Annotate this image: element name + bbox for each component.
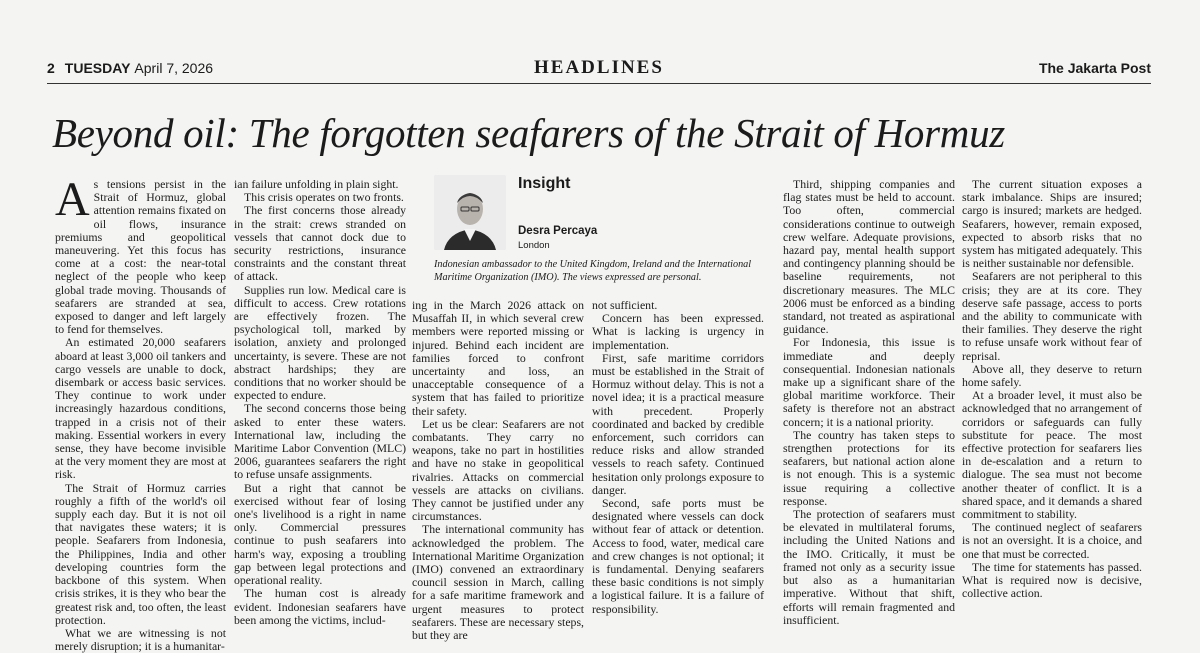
article-paragraph: Second, safe ports must be designated where vessels can dock without fear of attack or detention. Access to food, water, medical care and crew changes is not optional; it is fundamental. Denying seafarers these basic conditions is not simply a logistical failure. It is a failure of responsibility. — [592, 496, 764, 616]
author-location: London — [518, 240, 550, 251]
article-paragraph: As tensions persist in the Strait of Hormuz, global attention remains fixated on oil flows, insurance premiums and geopolitical maneuvering. Yet this focus has come at a cost: the near-total neglect of the people who keep global trade moving. Thousands of seafarers are stranded at sea, exposed to danger and left largely to fend for themselves. — [55, 173, 226, 337]
article-paragraph: Third, shipping companies and flag states must be held to account. Too often, commercial considerations continue to outweigh crew welfare. Adequate provisions, hazard pay, mental health support and contingency planning should be baseline requirements, not discretionary measures. The MLC 2006 must be enforced as a binding standard, not treated as aspirational guidance. — [783, 177, 955, 337]
article-column-5 — [783, 178, 955, 627]
article-column-3 — [412, 299, 584, 642]
article-paragraph: The protection of seafarers must be elevated in multilateral forums, including the United Nations and the IMO. Critically, it must be framed not only as a security issue but also as a humanitarian imperative. Without that shift, efforts will remain fragmented and insufficient. — [783, 507, 955, 627]
article-paragraph: The current situation exposes a stark imbalance. Ships are insured; cargo is insured; markets are hedged. Seafarers, however, remain exposed, expected to absorb risks that no system has mitigated adequately. This is neither sustainable nor defensible. — [962, 177, 1142, 271]
article-paragraph: ing in the March 2026 attack on Musaffah II, in which several crew members were reported missing or injured. Behind each incident are families forced to confront uncertainty and loss, an unacceptable consequence of a system that has failed to prioritize their safety. — [412, 298, 584, 418]
article-paragraph: The country has taken steps to strengthen protections for its seafarers, but national action alone is not enough. This is a systemic issue requiring a collective response. — [783, 427, 955, 508]
article-paragraph: ian failure unfolding in plain sight. — [234, 177, 399, 191]
article-paragraph: not sufficient. — [592, 298, 658, 312]
article-paragraph: Above all, they deserve to return home safely. — [962, 361, 1142, 390]
author-name: Desra Percaya — [518, 225, 598, 237]
author-photo — [434, 175, 506, 250]
publication-name: The Jakarta Post — [1038, 60, 1151, 76]
insight-label: Insight — [518, 175, 571, 192]
article-column-6 — [962, 178, 1142, 601]
masthead-rule — [47, 83, 1151, 84]
masthead-dateline — [47, 60, 213, 76]
article-paragraph: The human cost is already evident. Indonesian seafarers have been among the victims, includ- — [234, 586, 406, 627]
page-number: 2 — [47, 60, 55, 76]
article-paragraph: The second concerns those being asked to enter these waters. International law, including the Maritime Labor Convention (MLC) 2006, guarantees seafarers the right to refuse unsafe assignments. — [234, 401, 406, 482]
drop-cap: A — [55, 173, 90, 226]
masthead — [47, 57, 1151, 82]
author-bio: Indonesian ambassador to the United Kingdom, Ireland and the International Maritime Organization (IMO). The views expressed are personal. — [434, 259, 752, 283]
article-paragraph: Let us be clear: Seafarers are not combatants. They carry no weapons, take no part in hostilities and have no stake in geopolitical rivalries. Attacks on commercial vessels are attacks on civilians. They cannot be justified under any circumstances. — [412, 416, 584, 524]
article-paragraph: The continued neglect of seafarers is not an oversight. It is a choice, and one that must be corrected. — [962, 520, 1142, 561]
article-paragraph: At a broader level, it must also be acknowledged that no arrangement of corridors or safeguards can fully substitute for peace. The most effective protection for seafarers lies in de-escalation and a return to dialogue. The sea must not become another theater of conflict. It is a shared space, and it demands a shared commitment to stability. — [962, 388, 1142, 522]
article-paragraph: Supplies run low. Medical care is difficult to access. Crew rotations are effectively frozen. The psychological toll, marked by isolation, anxiety and prolonged uncertainty, is severe. These are not abstract hardships; they are conditions that no worker should be expected to endure. — [234, 282, 406, 403]
masthead-date: April 7, 2026 — [134, 60, 214, 76]
article-paragraph: For Indonesia, this issue is immediate and deeply consequential. Indonesian nationals make up a significant share of the global maritime workforce. Their safety is therefore not an abstract concern; it is a national priority. — [783, 335, 955, 429]
masthead-day: TUESDAY — [64, 60, 131, 76]
article-paragraph: This crisis operates on two fronts. — [244, 190, 404, 205]
article-column-2 — [234, 178, 406, 627]
article-paragraph: The time for statements has passed. What is required now is decisive, collective action. — [962, 559, 1142, 601]
article-paragraph: What we are witnessing is not merely disruption; it is a humanitar- — [55, 625, 226, 653]
article-paragraph: But a right that cannot be exercised without fear of losing one's livelihood is a right in name only. Commercial pressures continue to push seafarers into harm's way, exposing a troubling gap between legal protections and operational reality. — [234, 480, 406, 588]
article-paragraph: An estimated 20,000 seafarers aboard at least 3,000 oil tankers and cargo vessels are unable to dock, disembark or access basic services. They continue to work under increasingly hazardous conditions, trapped in a crisis not of their making. Essential workers in every sense, they have become invisible at the very moment they are most at risk. — [55, 335, 226, 482]
article-column-1 — [55, 173, 226, 653]
article-paragraph: Seafarers are not peripheral to this crisis; they are at its core. They deserve safe passage, access to ports and the ability to communicate with their families. They deserve the right to refuse unsafe work without fear of reprisal. — [962, 269, 1142, 363]
article-paragraph: The first concerns those already in the strait: crews stranded on vessels that cannot dock due to security restrictions, insurance constraints and the constant threat of attack. — [234, 203, 406, 284]
insight-box — [434, 175, 764, 300]
article-paragraph: Concern has been expressed. What is lacking is urgency in implementation. — [592, 311, 764, 352]
article-paragraph: First, safe maritime corridors must be established in the Strait of Hormuz without delay. This is not a novel idea; it is a practical measure with precedent. Properly coordinated and backed by credible enforcement, such corridors can reduce risks and allow stranded vessels to reach safety. Continued hesitation only prolongs exposure to danger. — [592, 350, 764, 497]
article-paragraph: The Strait of Hormuz carries roughly a fifth of the world's oil supply each day. But it is not oil that navigates these waters; it is people. Seafarers from Indonesia, the Philippines, India and other developing countries form the backbone of this system. When crisis strikes, it is they who bear the greatest risk and, too often, the least protection. — [55, 480, 226, 627]
article-column-4 — [592, 299, 764, 616]
article-headline: Beyond oil: The forgotten seafarers of the Strait of Hormuz — [52, 110, 1005, 156]
article-paragraph: The international community has acknowledged the problem. The International Maritime Organization (IMO) convened an extraordinary council session in March, calling for a safe maritime framework and urgent measures to protect seafarers. These are necessary steps, but they are — [412, 522, 584, 643]
section-name: HEADLINES — [534, 57, 664, 78]
